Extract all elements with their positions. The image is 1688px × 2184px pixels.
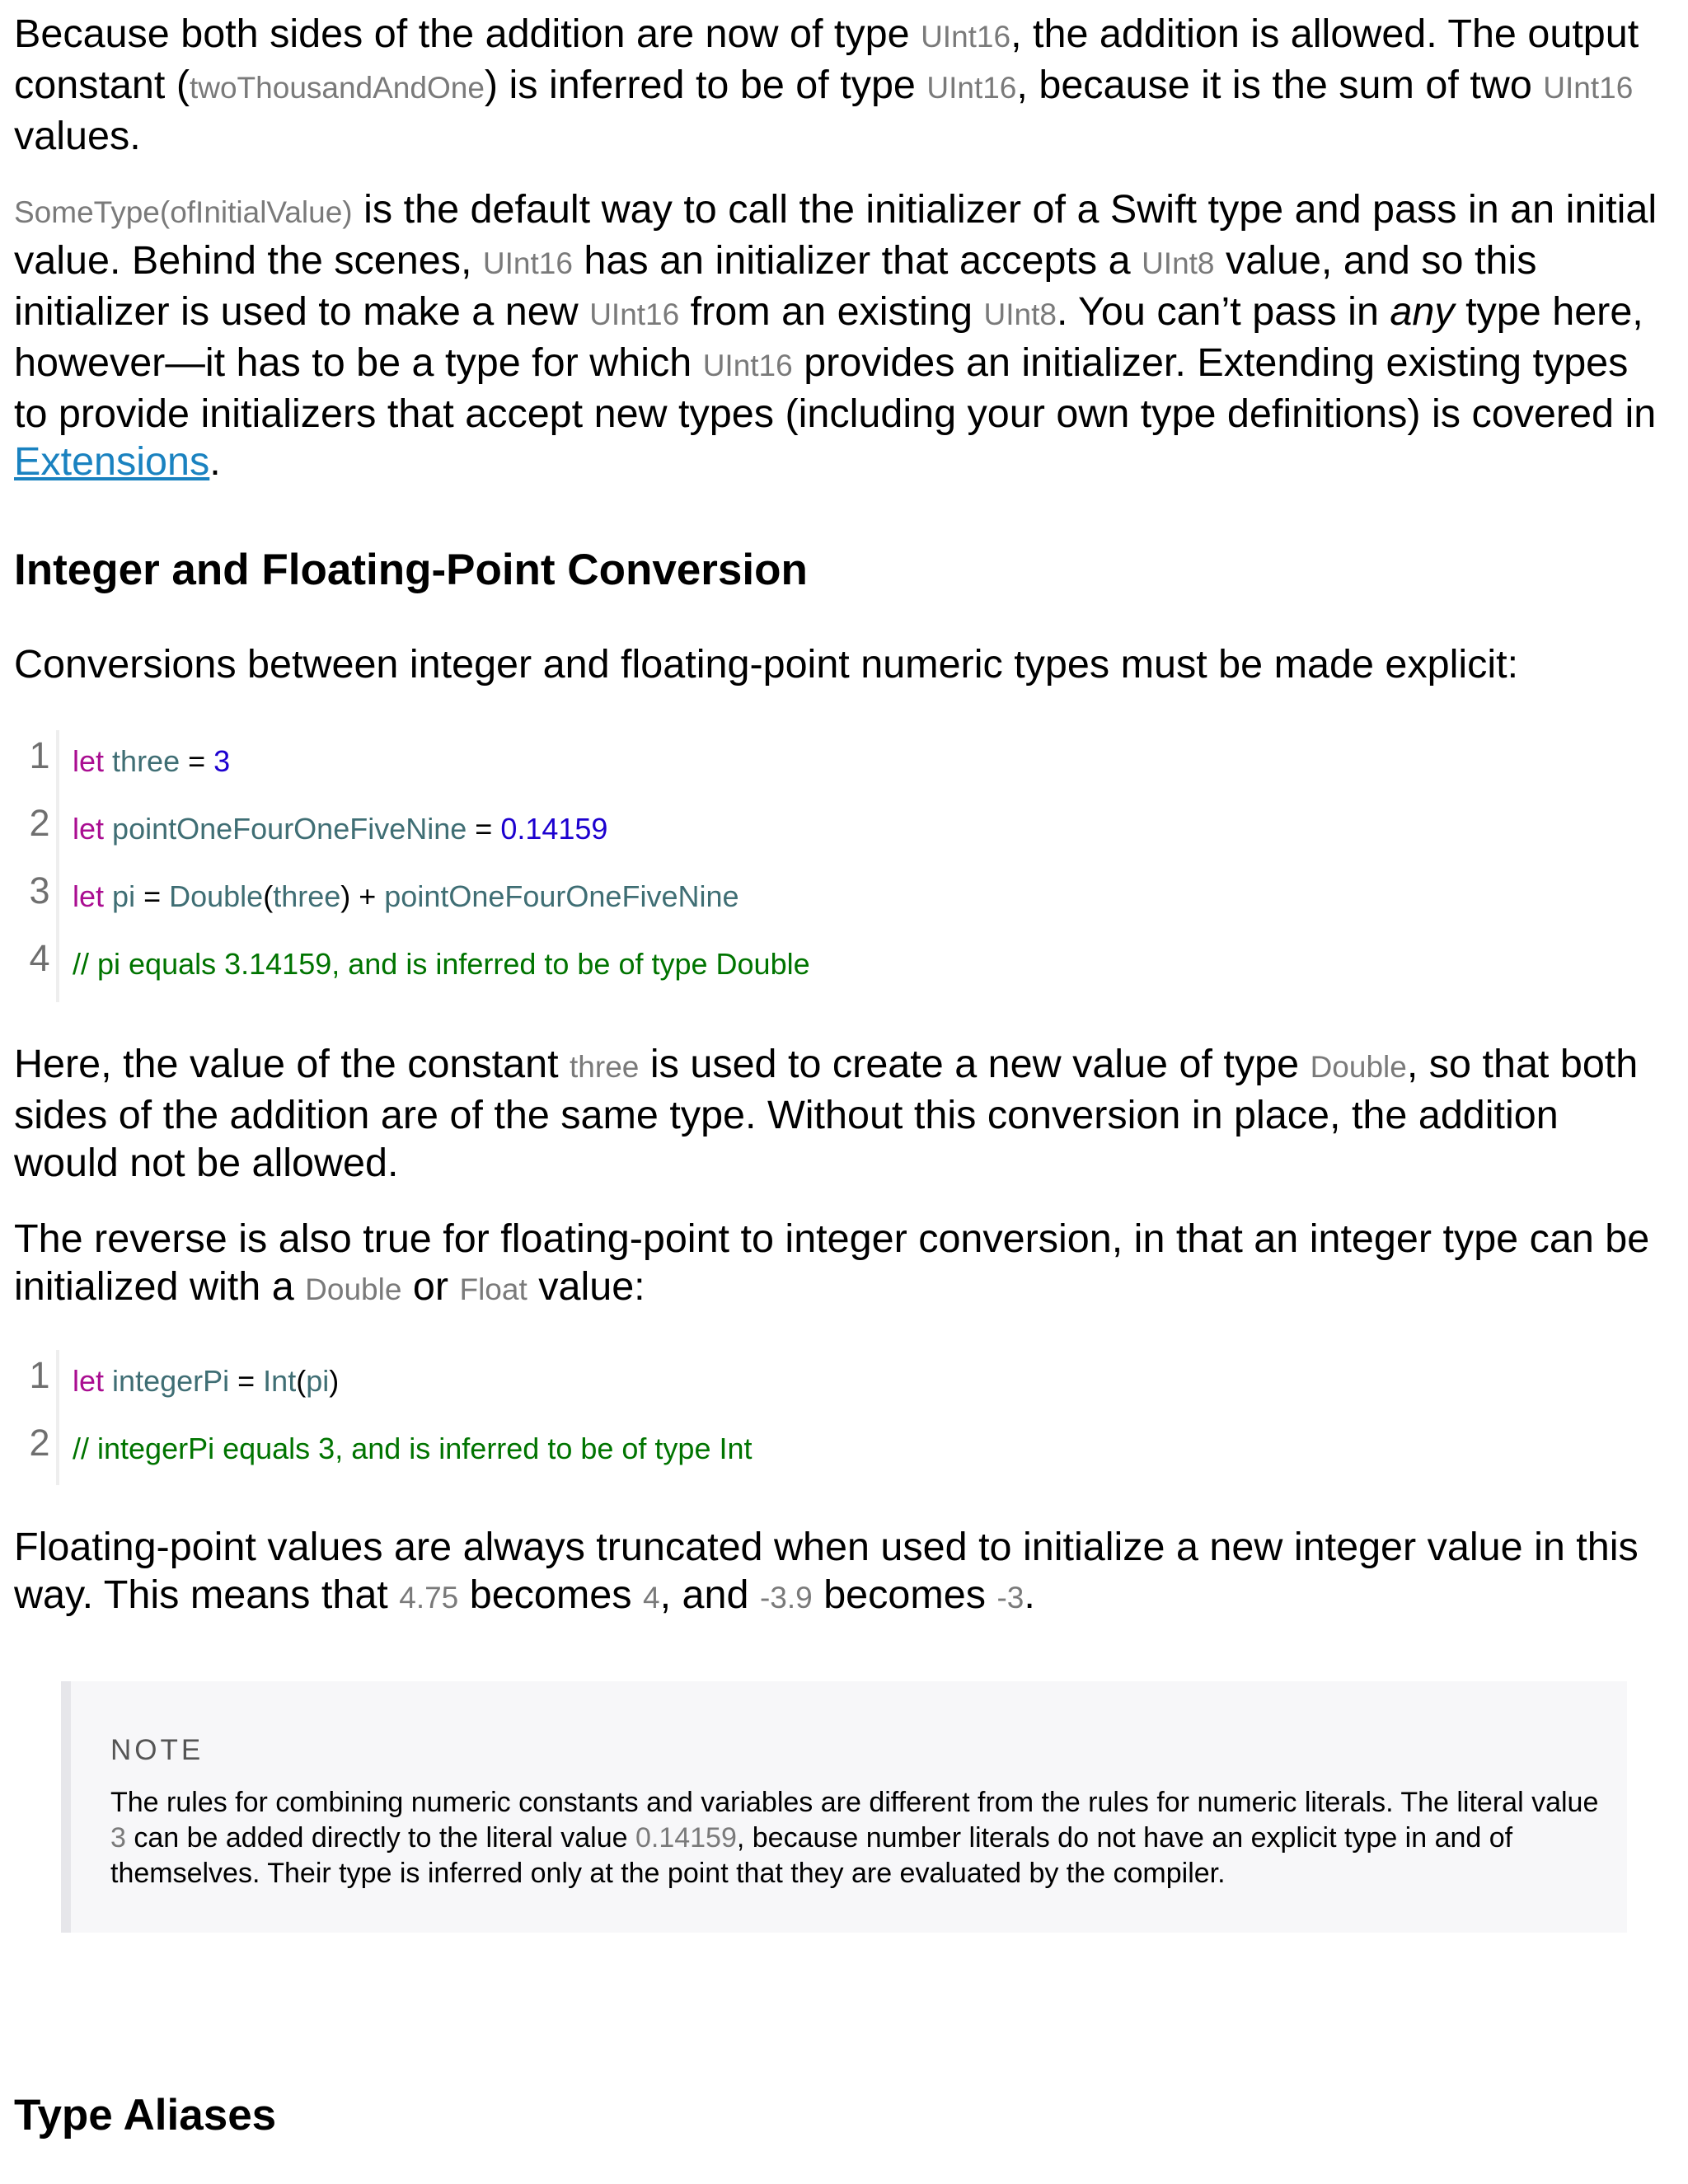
inline-code: UInt16 xyxy=(1543,71,1634,105)
inline-code: Double xyxy=(1310,1050,1407,1084)
inline-code: three xyxy=(570,1050,640,1084)
inline-code: 4.75 xyxy=(399,1581,459,1615)
text: , and xyxy=(659,1572,760,1617)
code-comment: // pi equals 3.14159, and is inferred to be of type Double xyxy=(73,947,810,981)
operator: = xyxy=(135,879,170,913)
type-name: Double xyxy=(169,879,264,913)
note-title: NOTE xyxy=(110,1734,204,1766)
code-text xyxy=(73,1363,339,1399)
text: . xyxy=(209,439,221,484)
operator: ) xyxy=(329,1364,340,1398)
note-box xyxy=(61,1681,1627,1933)
inline-code: UInt8 xyxy=(983,298,1057,331)
extensions-link[interactable]: Extensions xyxy=(14,439,210,484)
text: value: xyxy=(527,1264,645,1309)
text: The reverse is also true for floating-point to integer conversion, in that an integer type can be initialized with a xyxy=(14,1216,1650,1309)
line-number: 1 xyxy=(29,734,50,776)
note-body xyxy=(110,1785,1611,1891)
text: , so that both sides of the addition are of the same type. Without this conversion in place, the addition would not be allowed. xyxy=(14,1042,1639,1185)
keyword: let xyxy=(73,744,105,778)
code-gutter xyxy=(56,730,59,1002)
section-heading-type-aliases: Type Aliases xyxy=(14,2091,277,2139)
number-literal: 3 xyxy=(213,744,231,778)
text: or xyxy=(401,1264,460,1309)
inline-code: UInt16 xyxy=(921,20,1011,54)
operator: ) + xyxy=(340,879,385,913)
inline-code: SomeType(ofInitialValue) xyxy=(14,195,353,229)
code-text xyxy=(73,946,810,982)
text: . xyxy=(1024,1572,1035,1617)
text: values. xyxy=(14,114,141,158)
inline-code: 0.14159 xyxy=(635,1822,737,1854)
text: can be added directly to the literal value xyxy=(125,1822,635,1854)
inline-code: 3 xyxy=(110,1822,126,1854)
paragraph-uint16-addition xyxy=(14,10,1671,160)
text: becomes xyxy=(458,1572,644,1617)
code-text xyxy=(73,1431,753,1467)
section-heading-conversion: Integer and Floating-Point Conversion xyxy=(14,546,808,594)
operator: = xyxy=(467,812,501,846)
operator: = xyxy=(180,744,214,778)
text: The rules for combining numeric constants and variables are different from the rules for numeric literals. The literal value xyxy=(110,1787,1599,1818)
paragraph-truncation xyxy=(14,1523,1671,1622)
identifier: pointOneFourOneFiveNine xyxy=(384,879,739,913)
paragraph-double-conversion xyxy=(14,1040,1671,1187)
operator: = xyxy=(229,1364,264,1398)
inline-code: -3 xyxy=(996,1581,1025,1615)
identifier: three xyxy=(112,744,181,778)
identifier: pi xyxy=(112,879,136,913)
inline-code: twoThousandAndOne xyxy=(189,71,485,105)
inline-code: UInt8 xyxy=(1142,246,1215,280)
inline-code: UInt16 xyxy=(926,71,1017,105)
line-number: 2 xyxy=(29,1422,50,1464)
inline-code: Double xyxy=(305,1272,402,1306)
code-text xyxy=(73,743,230,780)
keyword: let xyxy=(73,812,105,846)
text: Floating-point values are always truncated when used to initialize a new integer value in this way. This means that xyxy=(14,1525,1639,1617)
inline-code: -3.9 xyxy=(759,1581,813,1615)
identifier: integerPi xyxy=(112,1364,230,1398)
inline-code: UInt16 xyxy=(589,298,680,331)
code-gutter xyxy=(56,1350,59,1485)
keyword: let xyxy=(73,879,105,913)
line-number: 2 xyxy=(29,802,50,844)
text: , because it is the sum of two xyxy=(1016,63,1544,107)
line-number: 4 xyxy=(29,937,50,979)
number-literal: 0.14159 xyxy=(500,812,608,846)
text: is the default way to call the initializer of a Swift type and pass in an initial value. Behind the scenes, xyxy=(14,187,1658,283)
text: from an existing xyxy=(679,289,984,334)
text: Because both sides of the addition are now of type xyxy=(14,12,921,56)
text: is used to create a new value of type xyxy=(639,1042,1311,1086)
identifier: three xyxy=(273,879,341,913)
inline-code: UInt16 xyxy=(702,349,793,382)
paragraph-initializer xyxy=(14,185,1671,485)
identifier: pi xyxy=(306,1364,330,1398)
inline-code: 4 xyxy=(643,1581,660,1615)
text: type here, however—it has to be a type for which xyxy=(14,289,1643,385)
code-comment: // integerPi equals 3, and is inferred to be of type Int xyxy=(73,1432,753,1465)
text: becomes xyxy=(812,1572,997,1617)
operator: ( xyxy=(263,879,274,913)
line-number: 3 xyxy=(29,869,50,912)
emphasis-text: any xyxy=(1390,289,1455,334)
text: Here, the value of the constant xyxy=(14,1042,570,1086)
text: provides an initializer. Extending existing types to provide initializers that accept new types (including your own type definitions) is covered in xyxy=(14,340,1657,436)
inline-code: Float xyxy=(459,1272,528,1306)
paragraph-reverse-conversion xyxy=(14,1215,1671,1314)
keyword: let xyxy=(73,1364,105,1398)
text: has an initializer that accepts a xyxy=(572,238,1142,283)
identifier: pointOneFourOneFiveNine xyxy=(112,812,467,846)
inline-code: UInt16 xyxy=(482,246,573,280)
text: , because number literals do not have an explicit type in and of themselves. Their type is inferred only at the point that they are evaluated by the compiler. xyxy=(110,1822,1513,1889)
paragraph-explicit-conversion: Conversions between integer and floating-point numeric types must be made explicit: xyxy=(14,642,1519,687)
operator: ( xyxy=(296,1364,307,1398)
text: , the addition is allowed. The output constant ( xyxy=(14,12,1639,107)
code-text xyxy=(73,811,607,847)
text: value, and so this initializer is used to make a new xyxy=(14,238,1537,334)
text: . You can’t pass in xyxy=(1056,289,1390,334)
type-name: Int xyxy=(263,1364,297,1398)
code-text xyxy=(73,879,739,915)
line-number: 1 xyxy=(29,1354,50,1396)
text: ) is inferred to be of type xyxy=(484,63,927,107)
